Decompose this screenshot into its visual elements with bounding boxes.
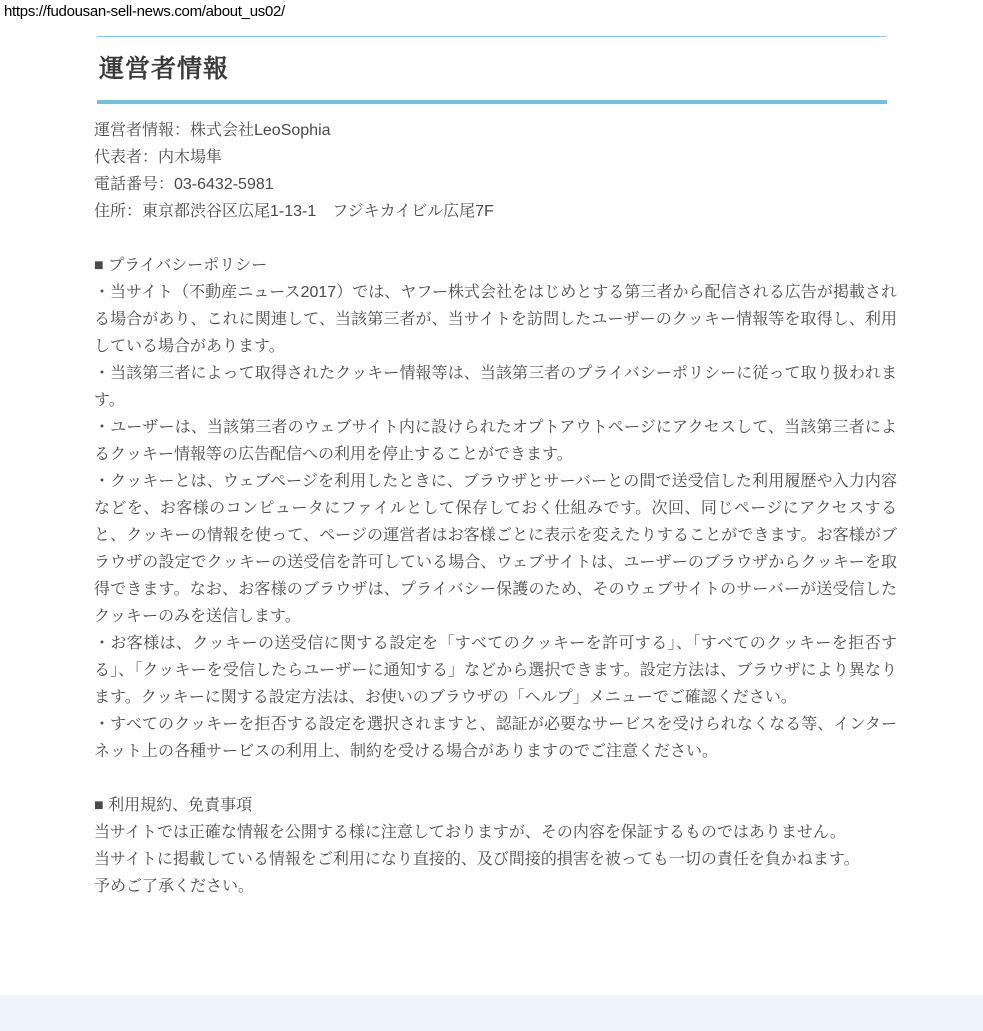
privacy-policy-item: ・当サイト（不動産ニュース2017）では、ヤフー株式会社をはじめとする第三者から配信される広告が掲載される場合があり、これに関連して、当該第三者が、当サイトを訪問したユーザーのクッキー情報等を取得し、利用している場合があります。 xyxy=(94,284,897,355)
footer-band xyxy=(0,995,983,1031)
page-url: https://fudousan-sell-news.com/about_us02/ xyxy=(4,3,285,20)
privacy-policy-heading: ■ プライバシーポリシー xyxy=(94,257,268,274)
terms-line: 予めご了承ください。 xyxy=(94,878,255,895)
privacy-policy-item: ・お客様は、クッキーの送受信に関する設定を「すべてのクッキーを許可する」、「すべてのクッキーを拒否する」、「クッキーを受信したらユーザーに通知する」などから選択できます。設定方法は、ブラウザにより異なります。クッキーに関する設定方法は、お使いのブラウザの「ヘルプ」メニューでご確認ください。 xyxy=(94,635,897,706)
privacy-policy-item: ・ユーザーは、当該第三者のウェブサイト内に設けられたオプトアウトページにアクセスして、当該第三者によるクッキー情報等の広告配信への利用を停止することができます。 xyxy=(94,419,897,463)
operator-info-line-representative: 代表者：内木場隼 xyxy=(94,149,223,166)
privacy-policy-item: ・すべてのクッキーを拒否する設定を選択されますと、認証が必要なサービスを受けられなくなる等、インターネット上の各種サービスの利用上、制約を受ける場合がありますのでご注意ください。 xyxy=(94,716,897,760)
title-block xyxy=(97,36,887,104)
terms-line: 当サイトでは正確な情報を公開する様に注意しておりますが、その内容を保証するものではありません。 xyxy=(94,824,846,841)
body-text xyxy=(94,117,897,900)
privacy-policy-item: ・クッキーとは、ウェブページを利用したときに、ブラウザとサーバーとの間で送受信した利用履歴や入力内容などを、お客様のコンピュータにファイルとして保存しておく仕組みです。次回、同じページにアクセスすると、クッキーの情報を使って、ページの運営者はお客様ごとに表示を変えたりすることができます。お客様がブラウザの設定でクッキーの送受信を許可している場合、ウェブサイトは、ユーザーのブラウザからクッキーを取得できます。なお、お客様のブラウザは、プライバシー保護のため、そのウェブサイトのサーバーが送受信したクッキーのみを送信します。 xyxy=(94,473,897,625)
terms-heading: ■ 利用規約、免責事項 xyxy=(94,797,253,814)
page-title: 運営者情報 xyxy=(99,55,230,83)
operator-info-line-company: 運営者情報：株式会社LeoSophia xyxy=(94,122,331,139)
operator-info-line-address: 住所：東京都渋谷区広尾1-13-1 フジキカイビル広尾7F xyxy=(94,203,494,220)
operator-info-line-phone: 電話番号：03-6432-5981 xyxy=(94,176,274,193)
terms-line: 当サイトに掲載している情報をご利用になり直接的、及び間接的損害を被っても一切の責任を負かねます。 xyxy=(94,851,860,868)
privacy-policy-item: ・当該第三者によって取得されたクッキー情報等は、当該第三者のプライバシーポリシーに従って取り扱われます。 xyxy=(94,365,897,409)
